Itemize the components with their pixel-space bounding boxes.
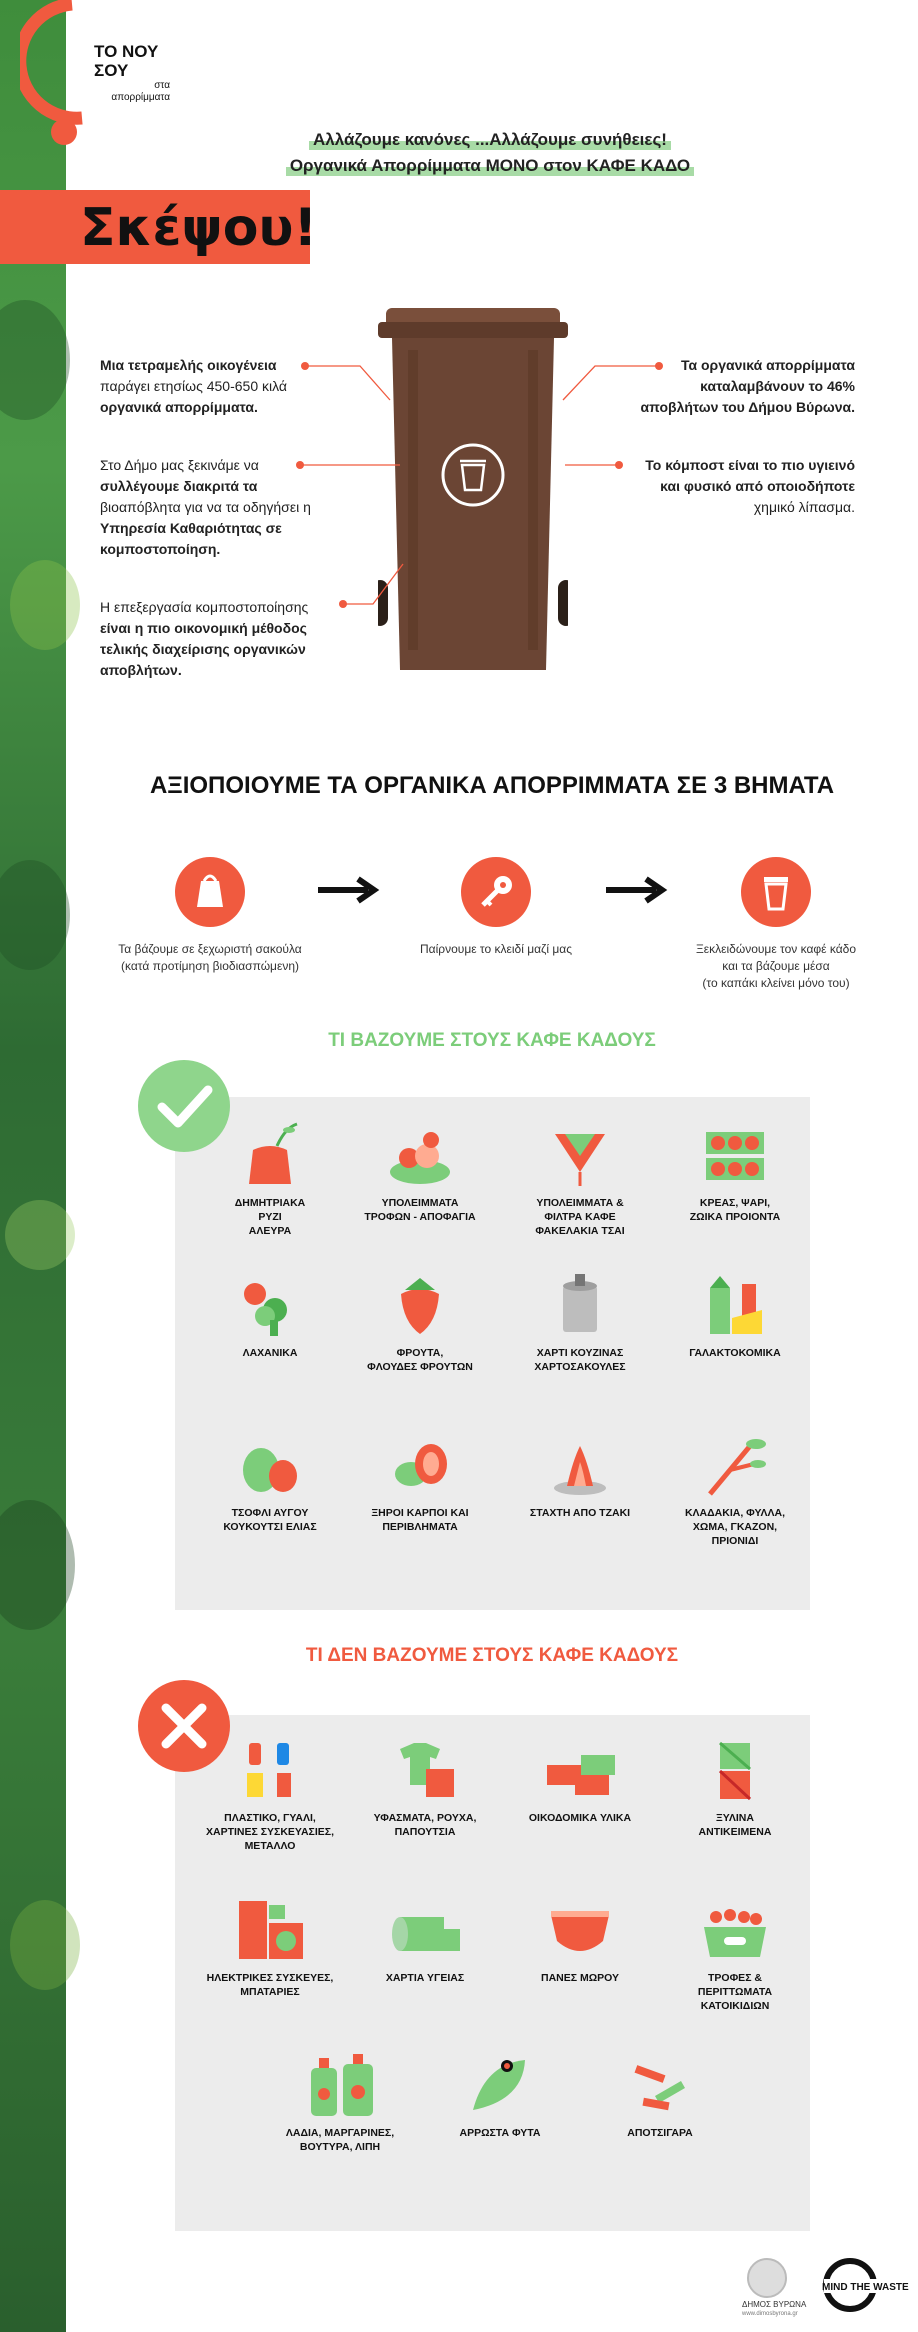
municipality-logo: ΔΗΜΟΣ ΒΥΡΩΝΑ www.dimosbyrona.gr xyxy=(742,2258,792,2317)
ash-icon xyxy=(535,1430,625,1500)
banner-text: Σκέψου! xyxy=(80,198,318,258)
no-item xyxy=(345,1895,505,1985)
headline-line-1: Αλλάζουμε κανόνες ...Αλλάζουμε συνήθειες! xyxy=(309,130,671,150)
no-item-label: ΑΠΟΤΣΙΓΑΡΑ xyxy=(627,2127,693,2139)
bricks-icon xyxy=(535,1735,625,1805)
no-item-label: ΠΑΝΕΣ ΜΩΡΟΥ xyxy=(540,1972,620,1984)
yes-item-label: ΓΑΛΑΚΤΟΚΟΜΙΚΑ xyxy=(689,1347,781,1359)
no-item-label: ΑΡΡΩΣΤΑ ΦΥΤΑ xyxy=(459,2127,541,2139)
clothes-icon xyxy=(380,1735,470,1805)
wood-crate-icon xyxy=(690,1735,780,1805)
fact-compost-healthy: Το κόμποστ είναι το πιο υγιεινό και φυσικό από οποιοδήποτε χημικό λίπασμα. xyxy=(645,457,855,515)
connector-line xyxy=(555,358,665,408)
yes-item xyxy=(655,1430,815,1548)
no-item xyxy=(500,1895,660,1985)
pet-food-icon xyxy=(690,1895,780,1965)
paper-roll-icon xyxy=(535,1270,625,1340)
no-item-label: ΟΙΚΟΔΟΜΙΚΑ ΥΛΙΚΑ xyxy=(528,1812,632,1824)
no-item-label: ΛΑΔΙΑ, ΜΑΡΓΑΡΙΝΕΣ, ΒΟΥΤΥΡΑ, ΛΙΠΗ xyxy=(285,2127,395,2153)
coffee-filter-icon xyxy=(535,1120,625,1190)
yes-item xyxy=(190,1120,350,1238)
no-item xyxy=(500,1735,660,1825)
yes-item xyxy=(500,1270,660,1374)
fact-collection: Στο Δήμο μας ξεκινάμε να συλλέγουμε διακριτά τα βιοαπόβλητα για να τα οδηγήσει η Υπηρεσία Καθαριότητας σε κομποστοποίηση. xyxy=(100,457,311,557)
leftovers-icon xyxy=(375,1120,465,1190)
yes-item xyxy=(340,1120,500,1224)
yes-item-label: ΦΡΟΥΤΑ, ΦΛΟΥΔΕΣ ΦΡΟΥΤΩΝ xyxy=(367,1347,473,1373)
branch-icon xyxy=(690,1430,780,1500)
logo-title: ΤΟ ΝΟΥ ΣΟΥ xyxy=(94,42,159,80)
headline xyxy=(160,130,820,176)
grain-sack-icon xyxy=(225,1120,315,1190)
step-3: Ξεκλειδώνουμε τον καφέ κάδο και τα βάζουμε μέσα (το καπάκι κλείνει μόνο του) xyxy=(666,857,886,992)
no-item xyxy=(655,1895,815,2013)
connector-line xyxy=(300,358,400,408)
dairy-icon xyxy=(690,1270,780,1340)
yes-item-label: ΣΤΑΧΤΗ ΑΠΟ ΤΖΑΚΙ xyxy=(529,1507,631,1519)
arrow-right-icon xyxy=(316,875,380,905)
no-item xyxy=(580,2050,740,2140)
sick-plant-icon xyxy=(455,2050,545,2120)
eggshell-icon xyxy=(225,1430,315,1500)
yes-item-label: ΔΗΜΗΤΡΙΑΚΑ ΡΥΖΙ ΑΛΕΥΡΑ xyxy=(234,1197,306,1237)
strawberry-icon xyxy=(375,1270,465,1340)
step-1: Τα βάζουμε σε ξεχωριστή σακούλα (κατά προτίμηση βιοδιασπώμενη) xyxy=(100,857,320,975)
campaign-logo-text: MIND THE WASTE xyxy=(822,2282,909,2293)
think-banner xyxy=(0,190,318,264)
no-item xyxy=(655,1735,815,1839)
yes-item xyxy=(190,1430,350,1534)
brown-bin-icon xyxy=(378,300,568,680)
mind-the-waste-logo xyxy=(820,2255,910,2315)
yes-item xyxy=(500,1430,660,1520)
yes-section-title: ΤΙ ΒΑΖΟΥΜΕ ΣΤΟΥΣ ΚΑΦΕ ΚΑΔΟΥΣ xyxy=(328,1030,656,1051)
connector-line xyxy=(295,455,405,475)
no-item-label: ΥΦΑΣΜΑΤΑ, ΡΟΥΧΑ, ΠΑΠΟΥΤΣΙΑ xyxy=(373,1812,477,1838)
no-item-label: ΧΑΡΤΙΑ ΥΓΕΙΑΣ xyxy=(385,1972,465,1984)
oil-bottles-icon xyxy=(295,2050,385,2120)
step-2: Παίρνουμε το κλειδί μαζί μας xyxy=(386,857,606,958)
logo-dot-icon xyxy=(50,118,78,146)
no-section-title: ΤΙ ΔΕΝ ΒΑΖΟΥΜΕ ΣΤΟΥΣ ΚΑΦΕ ΚΑΔΟΥΣ xyxy=(305,1645,679,1666)
yes-item-label: ΛΑΧΑΝΙΚΑ xyxy=(242,1347,298,1359)
no-item-label: ΗΛΕΚΤΡΙΚΕΣ ΣΥΣΚΕΥΕΣ, ΜΠΑΤΑΡΙΕΣ xyxy=(206,1972,334,1998)
diaper-icon xyxy=(535,1895,625,1965)
yes-item-label: ΥΠΟΛΕΙΜΜΑΤΑ & ΦΙΛΤΡΑ ΚΑΦΕ ΦΑΚΕΛΑΚΙΑ ΤΣΑΙ xyxy=(535,1197,625,1237)
fact-composting: Η επεξεργασία κομποστοποίησης είναι η πιο οικονομική μέθοδος τελικής διαχείρισης οργανικών αποβλήτων. xyxy=(100,599,309,678)
no-item xyxy=(420,2050,580,2140)
no-item xyxy=(190,1735,350,1853)
headline-line-2: Οργανικά Απορρίμματα ΜΟΝΟ στον ΚΑΦΕ ΚΑΔΟ xyxy=(286,156,694,176)
fact-family-waste: Μια τετραμελής οικογένεια παράγει ετησίως 450-650 κιλά οργανικά απορρίμματα. xyxy=(100,357,287,415)
bag-icon xyxy=(175,857,245,927)
logo-subtitle: στα απορρίμματα xyxy=(111,80,170,103)
decorative-leaf-strip xyxy=(0,0,66,2332)
yes-item xyxy=(340,1430,500,1534)
key-icon xyxy=(461,857,531,927)
municipality-seal-icon xyxy=(747,2258,787,2298)
fact-organic-percentage: Τα οργανικά απορρίμματα καταλαμβάνουν το 46% αποβλήτων του Δήμου Βύρωνα. xyxy=(640,357,855,415)
no-item xyxy=(345,1735,505,1839)
connector-line xyxy=(338,560,408,610)
nuts-icon xyxy=(375,1430,465,1500)
no-item xyxy=(190,1895,350,1999)
appliances-icon xyxy=(225,1895,315,1965)
yes-item-label: ΥΠΟΛΕΙΜΜΑΤΑ ΤΡΟΦΩΝ - ΑΠΟΦΑΓΙΑ xyxy=(364,1197,476,1223)
campaign-logo xyxy=(20,0,170,150)
connector-line xyxy=(565,455,625,475)
arrow-right-icon xyxy=(604,875,668,905)
steps-title: ΑΞΙΟΠΟΙΟΥΜΕ ΤΑ ΟΡΓΑΝΙΚΑ ΑΠΟΡΡΙΜΜΑΤΑ ΣΕ 3 ΒΗΜΑΤΑ xyxy=(149,772,835,799)
yes-item-label: ΞΗΡΟΙ ΚΑΡΠΟΙ ΚΑΙ ΠΕΡΙΒΛΗΜΑΤΑ xyxy=(371,1507,469,1533)
no-item-label: ΤΡΟΦΕΣ & ΠΕΡΙΤΤΩΜΑΤΑ ΚΑΤΟΙΚΙΔΙΩΝ xyxy=(697,1972,773,2012)
yes-item-label: ΧΑΡΤΙ ΚΟΥΖΙΝΑΣ ΧΑΡΤΟΣΑΚΟΥΛΕΣ xyxy=(534,1347,626,1373)
no-item-label: ΞΥΛΙΝΑ ΑΝΤΙΚΕΙΜΕΝΑ xyxy=(698,1812,772,1838)
vegetables-icon xyxy=(225,1270,315,1340)
yes-item xyxy=(190,1270,350,1360)
no-item xyxy=(260,2050,420,2154)
yes-item xyxy=(340,1270,500,1374)
toilet-paper-icon xyxy=(380,1895,470,1965)
yes-item-label: ΚΡΕΑΣ, ΨΑΡΙ, ΖΩΙΚΑ ΠΡΟΙΟΝΤΑ xyxy=(689,1197,781,1223)
yes-item xyxy=(500,1120,660,1238)
bin-icon xyxy=(741,857,811,927)
yes-item-label: ΤΣΟΦΛΙ ΑΥΓΟΥ ΚΟΥΚΟΥΤΣΙ ΕΛΙΑΣ xyxy=(223,1507,317,1533)
cigarettes-icon xyxy=(615,2050,705,2120)
yes-item xyxy=(655,1120,815,1224)
packaging-icon xyxy=(225,1735,315,1805)
yes-item xyxy=(655,1270,815,1360)
no-item-label: ΠΛΑΣΤΙΚΟ, ΓΥΑΛΙ, ΧΑΡΤΙΝΕΣ ΣΥΣΚΕΥΑΣΙΕΣ, ΜΕΤΑΛΛΟ xyxy=(206,1812,334,1852)
yes-item-label: ΚΛΑΔΑΚΙΑ, ΦΥΛΛΑ, ΧΩΜΑ, ΓΚΑΖΟΝ, ΠΡΙΟΝΙΔΙ xyxy=(684,1507,786,1547)
meat-fish-icon xyxy=(690,1120,780,1190)
